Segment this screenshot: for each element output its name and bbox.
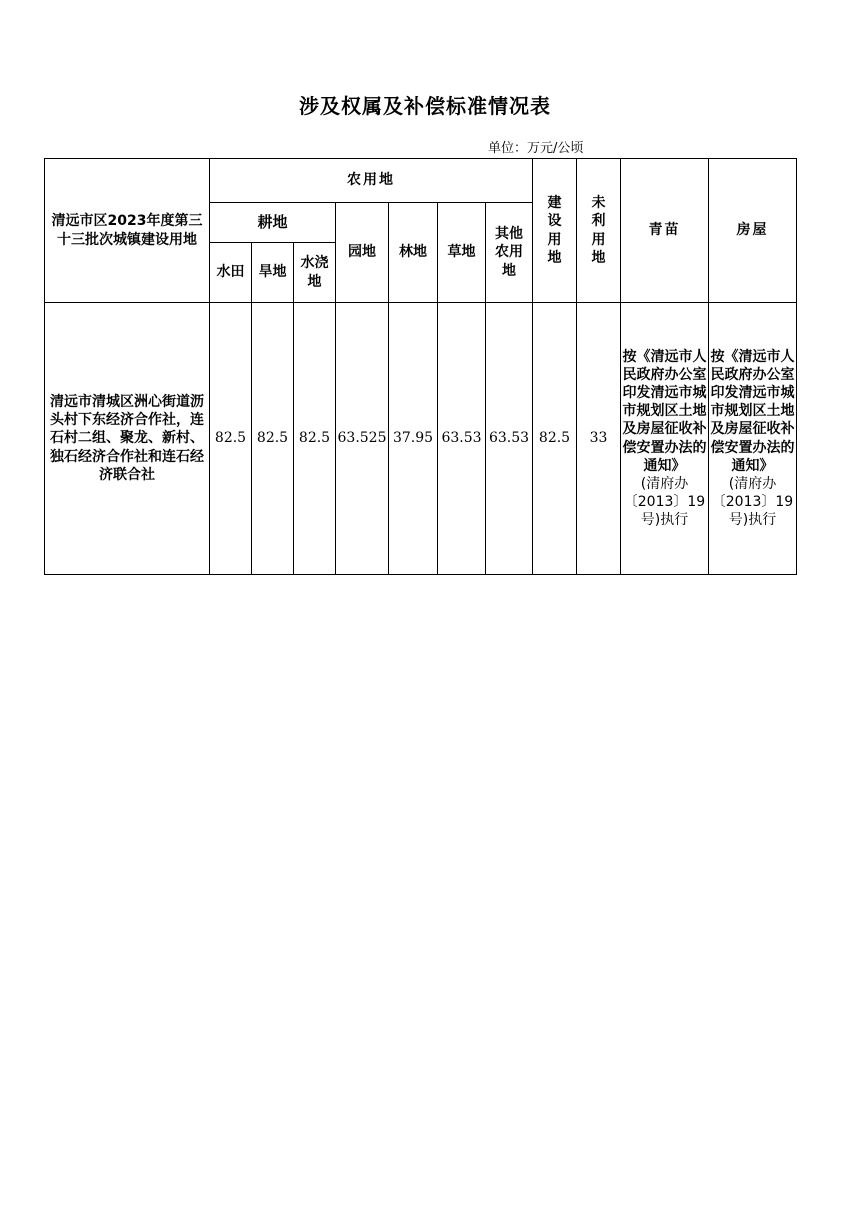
header-construction-land: 建设用地 bbox=[533, 159, 577, 303]
houses-note bbox=[709, 303, 797, 575]
houses-note-main: 按《清远市人民政府办公室印发清远市城市规划区土地及房屋征收补偿安置办法的通知》 bbox=[710, 348, 795, 474]
value-dry-land: 82.5 bbox=[252, 303, 294, 575]
header-forest-land: 林地 bbox=[389, 203, 438, 303]
header-arable-land: 耕地 bbox=[210, 203, 336, 243]
page-title: 涉及权属及补偿标准情况表 bbox=[299, 94, 551, 118]
value-other-farmland: 63.53 bbox=[486, 303, 533, 575]
header-paddy-field: 水田 bbox=[210, 243, 252, 303]
header-young-crops: 青苗 bbox=[621, 159, 709, 303]
header-farmland: 农用地 bbox=[210, 159, 533, 203]
header-houses: 房屋 bbox=[709, 159, 797, 303]
compensation-table bbox=[44, 158, 797, 575]
header-other-farmland: 其他农用地 bbox=[486, 203, 533, 303]
header-land-batch: 清远市区2023年度第三十三批次城镇建设用地 bbox=[45, 159, 210, 303]
value-forest-land: 37.95 bbox=[389, 303, 438, 575]
value-paddy-field: 82.5 bbox=[210, 303, 252, 575]
value-construction-land: 82.5 bbox=[533, 303, 577, 575]
header-garden-land: 园地 bbox=[336, 203, 389, 303]
header-unused-land: 未利用地 bbox=[577, 159, 621, 303]
value-unused-land: 33 bbox=[577, 303, 621, 575]
value-irrigated-land: 82.5 bbox=[294, 303, 336, 575]
header-grassland: 草地 bbox=[438, 203, 486, 303]
header-irrigated-land: 水浇地 bbox=[294, 243, 336, 303]
houses-note-ref: (清府办〔2013〕19号)执行 bbox=[711, 475, 794, 529]
young-crops-note-main: 按《清远市人民政府办公室印发清远市城市规划区土地及房屋征收补偿安置办法的通知》 bbox=[622, 348, 707, 474]
unit-label: 单位：万元/公顷 bbox=[488, 141, 584, 156]
value-garden-land: 63.525 bbox=[336, 303, 389, 575]
young-crops-note bbox=[621, 303, 709, 575]
young-crops-note-ref: (清府办〔2013〕19号)执行 bbox=[623, 475, 706, 529]
location-cell: 清远市清城区洲心街道沥头村下东经济合作社，连石村二组、聚龙、新村、独石经济合作社和连石经济联合社 bbox=[45, 303, 210, 575]
header-dry-land: 旱地 bbox=[252, 243, 294, 303]
value-grassland: 63.53 bbox=[438, 303, 486, 575]
